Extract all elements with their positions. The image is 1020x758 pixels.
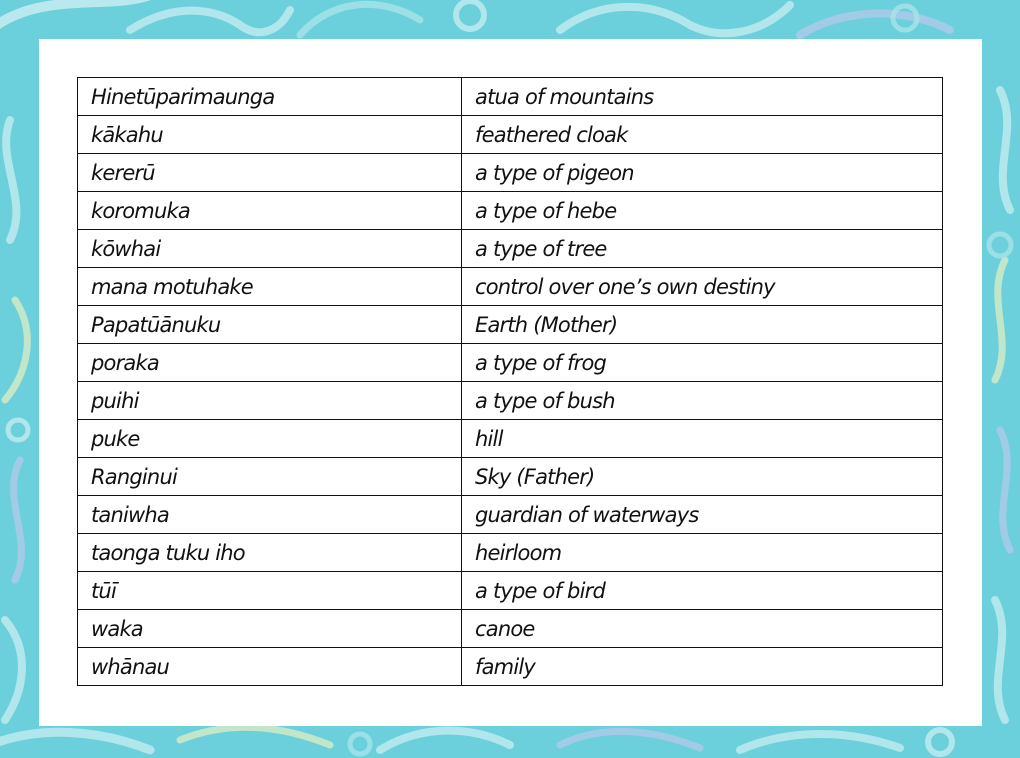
- glossary-term: Ranginui: [78, 458, 462, 496]
- glossary-row: [78, 420, 943, 458]
- glossary-meaning: Earth (Mother): [462, 306, 943, 344]
- glossary-row: [78, 154, 943, 192]
- glossary-meaning: a type of bush: [462, 382, 943, 420]
- glossary-meaning: family: [462, 648, 943, 686]
- glossary-meaning: a type of bird: [462, 572, 943, 610]
- glossary-meaning: a type of frog: [462, 344, 943, 382]
- glossary-term: taniwha: [78, 496, 462, 534]
- glossary-row: [78, 344, 943, 382]
- glossary-row: [78, 572, 943, 610]
- glossary-meaning: control over one’s own destiny: [462, 268, 943, 306]
- glossary-meaning: heirloom: [462, 534, 943, 572]
- glossary-meaning: feathered cloak: [462, 116, 943, 154]
- glossary-row: [78, 192, 943, 230]
- glossary-term: taonga tuku iho: [78, 534, 462, 572]
- glossary-term: puihi: [78, 382, 462, 420]
- glossary-term: waka: [78, 610, 462, 648]
- glossary-row: [78, 610, 943, 648]
- glossary-table: [77, 77, 943, 686]
- glossary-row: [78, 648, 943, 686]
- glossary-term: kererū: [78, 154, 462, 192]
- glossary-term: poraka: [78, 344, 462, 382]
- glossary-row: [78, 534, 943, 572]
- glossary-term: Hinetūparimaunga: [78, 78, 462, 116]
- glossary-term: kākahu: [78, 116, 462, 154]
- glossary-term: puke: [78, 420, 462, 458]
- glossary-row: [78, 116, 943, 154]
- glossary-meaning: a type of hebe: [462, 192, 943, 230]
- glossary-row: [78, 230, 943, 268]
- glossary-term: tūī: [78, 572, 462, 610]
- glossary-term: Papatūānuku: [78, 306, 462, 344]
- glossary-row: [78, 382, 943, 420]
- glossary-term: mana motuhake: [78, 268, 462, 306]
- glossary-meaning: Sky (Father): [462, 458, 943, 496]
- glossary-card: [39, 39, 982, 726]
- glossary-table-body: [78, 78, 943, 686]
- glossary-term: koromuka: [78, 192, 462, 230]
- glossary-meaning: guardian of waterways: [462, 496, 943, 534]
- glossary-row: [78, 458, 943, 496]
- glossary-meaning: a type of pigeon: [462, 154, 943, 192]
- glossary-meaning: canoe: [462, 610, 943, 648]
- glossary-row: [78, 496, 943, 534]
- glossary-row: [78, 268, 943, 306]
- glossary-row: [78, 78, 943, 116]
- glossary-meaning: a type of tree: [462, 230, 943, 268]
- glossary-row: [78, 306, 943, 344]
- glossary-term: kōwhai: [78, 230, 462, 268]
- glossary-meaning: hill: [462, 420, 943, 458]
- glossary-meaning: atua of mountains: [462, 78, 943, 116]
- glossary-term: whānau: [78, 648, 462, 686]
